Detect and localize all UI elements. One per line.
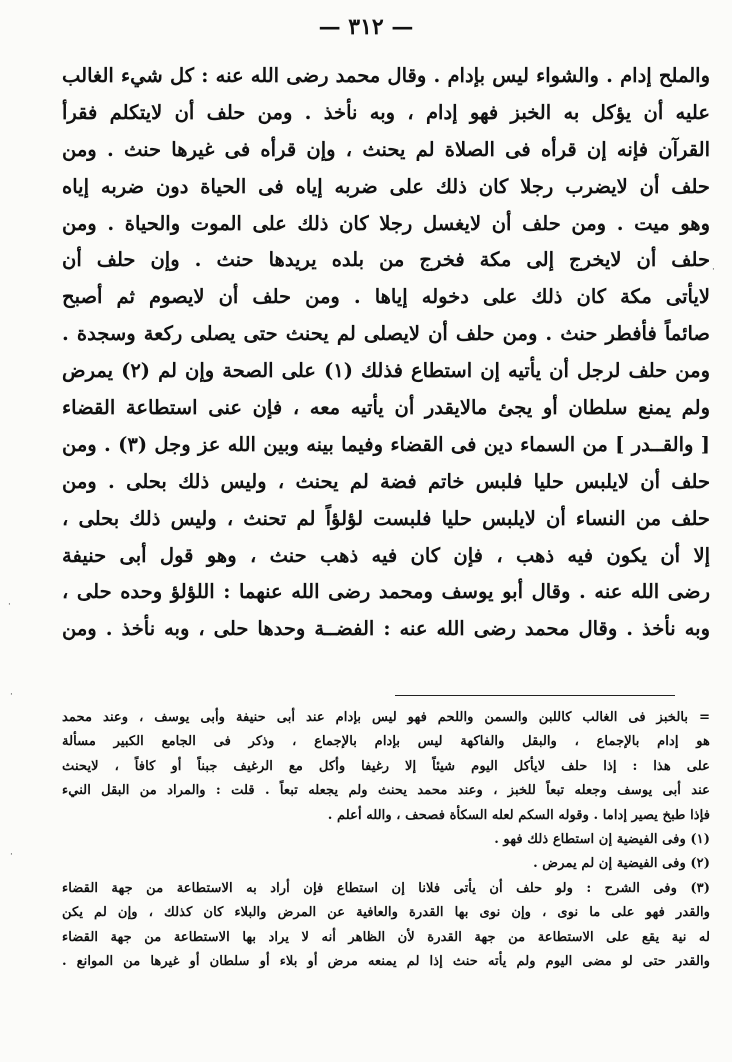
main-text-line: حلف أن لايضرب رجلا كان ذلك على ضربه إياه فى الحياة دون ضربه إياه	[62, 174, 710, 198]
main-text-line: وهو ميت . ومن حلف أن لايغسل رجلا كان ذلك على الموت والحياة . ومن	[62, 211, 710, 235]
footnote-line: له نية يقع على الاستطاعة من جهة القدرة لأن الظاهر أنه لا يراد بها الاستطاعة من جهة القضاء	[62, 929, 710, 945]
margin-dot: ·	[712, 265, 715, 275]
main-text-line: صائماً فأفطر حنث . ومن حلف أن لايصلى لم يحنث حتى يصلى ركعة وسجدة .	[62, 322, 710, 346]
main-text-line: [ والقــدر ] من السماء دين فى القضاء وفيما بينه وبين الله عز وجل (٣) . ومن	[62, 432, 710, 456]
main-text-line: لايأتى مكة كان ذلك على دخوله إياها . ومن حلف أن لايصوم ثم أصبح	[62, 285, 710, 309]
footnote-line: هو إدام بالإجماع ، والبقل والفاكهة ليس بإدام بالإجماع ، وذكر فى الجامع الكبير مسألة	[62, 734, 710, 750]
footnote-line: على هذا : إذا حلف لايأكل اليوم شيئاً إلا رغيفا وأكل مع الرغيف جبناً أو كافاً ، لايحنث	[62, 758, 710, 774]
footnote-line: والقدر حتى لو مضى اليوم ولم يأته حنث إذا لم يمنعه مرض أو بلاء أو سلطان أو غيرها من الموانع .	[62, 953, 710, 969]
footnote-line: (٢) وفى الفيضية إن لم يمرض .	[533, 856, 710, 872]
main-text-line: رضى الله عنه . وقال أبو يوسف ومحمد رضى الله عنهما : اللؤلؤ وحده حلى ،	[62, 580, 710, 604]
main-text-line: حلف أن لايلبس حليا فلبس خاتم فضة لم يحنث ، وليس ذلك بحلى . ومن	[62, 469, 710, 493]
main-text-line: ومن حلف لرجل أن يأتيه إن استطاع فذلك (١) على الصحة وإن لم (٢) يمرض	[62, 359, 710, 383]
footnote-line: (١) وفى الفيضية إن استطاع ذلك فهو .	[494, 831, 710, 847]
main-text-line: حلف أن لايخرج إلى مكة فخرج من بلده يريدها حنث . وإن حلف أن	[62, 248, 710, 272]
footnote-line: فإذا طبخ يصير إداما . وقوله السكم لعله السكأة فصحف ، والله أعلم .	[327, 807, 710, 823]
margin-dot: ·	[8, 600, 11, 610]
footnote-separator	[395, 695, 675, 696]
footnote-line: عند أبى يوسف وجعله تبعاً للخبز ، وعند محمد يحنث ولم يجعله تبعاً . قلت : والمراد من البقل النيء	[62, 783, 710, 799]
margin-dot: ·	[10, 850, 13, 860]
footnotes-block	[62, 706, 710, 974]
footnote-line: = بالخبز فى الغالب كاللبن والسمن واللحم فهو ليس بإدام عند أبى حنيفة وأبى يوسف ، وعند محمد	[62, 710, 710, 725]
page-number: — ٣١٢ —	[318, 14, 414, 40]
footnote-line: والقدر فهو على ما نوى ، وإن نوى بها القدرة والعافية عن المرض والبلاء كان كذلك ، وإن لم يكن	[62, 905, 710, 921]
main-text-line: حلف من النساء أن لايلبس حليا فلبست لؤلؤاً لم تحنث ، وليس ذلك بحلى ،	[62, 506, 710, 530]
margin-dot: ·	[10, 690, 13, 700]
main-text-line: القرآن فإنه إن قرأه فى الصلاة لم يحنث ، وإن قرأه فى غيرها حنث . ومن	[62, 137, 710, 161]
main-text-line: وبه نأخذ . وقال محمد رضى الله عنه : الفضــة وحدها حلى ، وبه نأخذ . ومن	[62, 617, 710, 641]
main-text-line: والملح إدام . والشواء ليس بإدام . وقال محمد رضى الله عنه : كل شيء الغالب	[62, 64, 710, 87]
main-text-block	[62, 58, 710, 648]
main-text-line: إلا أن يكون فيه ذهب ، فإن كان فيه ذهب حنث ، وهو قول أبى حنيفة	[62, 543, 710, 567]
main-text-line: عليه أن يؤكل به الخبز فهو إدام ، وبه نأخذ . ومن حلف أن لايتكلم فقرأ	[62, 100, 710, 124]
footnote-line: (٣) وفى الشرح : ولو حلف أن يأتى فلانا إن استطاع فإن أراد به الاستطاعة من جهة القضاء	[62, 880, 710, 896]
main-text-line: ولم يمنع سلطان أو يجئ مالايقدر أن يأتيه معه ، فإن عنى استطاعة القضاء	[62, 396, 710, 420]
